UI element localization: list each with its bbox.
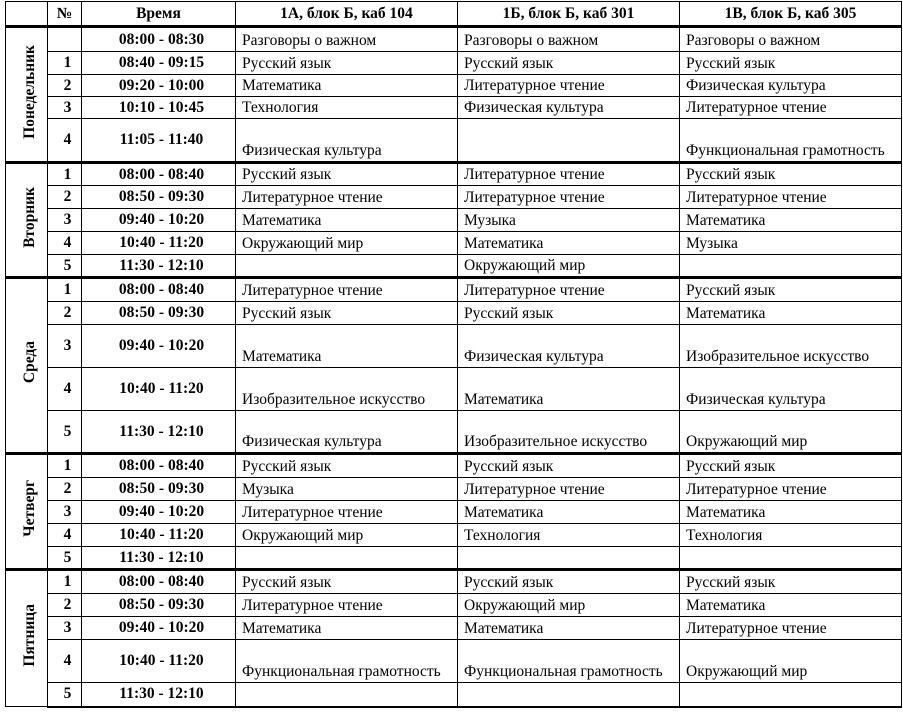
- table-row: [6, 570, 902, 594]
- subject-1b: Функциональная грамотность: [458, 640, 680, 683]
- subject-1b: Русский язык: [458, 52, 680, 75]
- subject-1a: Музыка: [236, 478, 458, 501]
- subject-1b: Русский язык: [458, 570, 680, 594]
- subject-1b: Физическая культура: [458, 325, 680, 368]
- header-class-1a: 1А, блок Б, каб 104: [236, 2, 458, 27]
- subject-1a: Русский язык: [236, 302, 458, 325]
- lesson-time: 10:40 - 11:20: [82, 524, 236, 547]
- subject-1b: Литературное чтение: [458, 478, 680, 501]
- table-row: [6, 302, 902, 325]
- table-row: [6, 186, 902, 209]
- table-row: [6, 27, 902, 52]
- day-label: Вторник: [6, 163, 48, 278]
- subject-1b: Разговоры о важном: [458, 27, 680, 52]
- subject-1a: Русский язык: [236, 454, 458, 478]
- subject-1v: Окружающий мир: [680, 411, 902, 454]
- day-label: Пятница: [6, 570, 48, 707]
- lesson-number: 1: [48, 454, 82, 478]
- lesson-time: 08:00 - 08:40: [82, 163, 236, 186]
- table-row: [6, 209, 902, 232]
- subject-1v: Литературное чтение: [680, 478, 902, 501]
- subject-1b: Русский язык: [458, 454, 680, 478]
- subject-1b: Физическая культура: [458, 97, 680, 119]
- subject-1v: [680, 683, 902, 707]
- table-row: [6, 478, 902, 501]
- subject-1b: Математика: [458, 232, 680, 255]
- lesson-number: 3: [48, 501, 82, 524]
- lesson-number: 2: [48, 478, 82, 501]
- table-row: [6, 594, 902, 617]
- subject-1v: Русский язык: [680, 278, 902, 302]
- subject-1a: Математика: [236, 75, 458, 97]
- subject-1a: Функциональная грамотность: [236, 640, 458, 683]
- header-day-corner: [6, 2, 48, 27]
- table-row: [6, 75, 902, 97]
- lesson-time: 11:05 - 11:40: [82, 119, 236, 163]
- subject-1v: Функциональная грамотность: [680, 119, 902, 163]
- subject-1b: [458, 547, 680, 570]
- subject-1b: Технология: [458, 524, 680, 547]
- lesson-time: 09:40 - 10:20: [82, 501, 236, 524]
- lesson-number: 3: [48, 209, 82, 232]
- table-row: [6, 278, 902, 302]
- table-row: [6, 255, 902, 278]
- lesson-number: 2: [48, 302, 82, 325]
- day-label: Понедельник: [6, 27, 48, 163]
- subject-1v: Литературное чтение: [680, 186, 902, 209]
- lesson-time: 11:30 - 12:10: [82, 411, 236, 454]
- subject-1b: Русский язык: [458, 302, 680, 325]
- table-row: [6, 163, 902, 186]
- subject-1v: Разговоры о важном: [680, 27, 902, 52]
- subject-1b: [458, 119, 680, 163]
- lesson-number: 1: [48, 52, 82, 75]
- subject-1b: Окружающий мир: [458, 255, 680, 278]
- lesson-number: 3: [48, 97, 82, 119]
- table-row: [6, 454, 902, 478]
- subject-1b: Литературное чтение: [458, 75, 680, 97]
- lesson-time: 11:30 - 12:10: [82, 547, 236, 570]
- table-row: [6, 411, 902, 454]
- subject-1a: Русский язык: [236, 163, 458, 186]
- lesson-number: 2: [48, 75, 82, 97]
- subject-1v: Литературное чтение: [680, 617, 902, 640]
- subject-1v: Изобразительное искусство: [680, 325, 902, 368]
- subject-1b: Литературное чтение: [458, 163, 680, 186]
- lesson-time: 08:00 - 08:40: [82, 278, 236, 302]
- lesson-number: 4: [48, 640, 82, 683]
- table-row: [6, 547, 902, 570]
- subject-1v: Русский язык: [680, 570, 902, 594]
- subject-1v: Математика: [680, 501, 902, 524]
- header-row: [6, 2, 902, 27]
- subject-1b: Музыка: [458, 209, 680, 232]
- subject-1v: Технология: [680, 524, 902, 547]
- subject-1a: Математика: [236, 209, 458, 232]
- table-row: [6, 617, 902, 640]
- table-row: [6, 368, 902, 411]
- table-row: [6, 325, 902, 368]
- subject-1v: [680, 547, 902, 570]
- subject-1v: Русский язык: [680, 52, 902, 75]
- subject-1a: Физическая культура: [236, 411, 458, 454]
- lesson-number: [48, 27, 82, 52]
- table-row: [6, 97, 902, 119]
- lesson-time: 10:40 - 11:20: [82, 368, 236, 411]
- lesson-number: 4: [48, 524, 82, 547]
- subject-1v: Окружающий мир: [680, 640, 902, 683]
- lesson-time: 08:50 - 09:30: [82, 478, 236, 501]
- subject-1a: [236, 255, 458, 278]
- subject-1a: [236, 547, 458, 570]
- lesson-number: 4: [48, 368, 82, 411]
- subject-1a: Математика: [236, 617, 458, 640]
- lesson-number: 1: [48, 163, 82, 186]
- lesson-time: 08:50 - 09:30: [82, 186, 236, 209]
- lesson-time: 08:00 - 08:40: [82, 454, 236, 478]
- schedule-table: [5, 1, 902, 708]
- lesson-time: 08:50 - 09:30: [82, 302, 236, 325]
- subject-1v: Математика: [680, 209, 902, 232]
- lesson-number: 5: [48, 547, 82, 570]
- table-row: [6, 119, 902, 163]
- table-row: [6, 524, 902, 547]
- subject-1a: Литературное чтение: [236, 501, 458, 524]
- subject-1a: Литературное чтение: [236, 594, 458, 617]
- lesson-time: 08:00 - 08:30: [82, 27, 236, 52]
- subject-1v: Математика: [680, 302, 902, 325]
- subject-1v: Музыка: [680, 232, 902, 255]
- subject-1a: [236, 683, 458, 707]
- lesson-time: 10:10 - 10:45: [82, 97, 236, 119]
- subject-1a: Изобразительное искусство: [236, 368, 458, 411]
- subject-1b: Окружающий мир: [458, 594, 680, 617]
- day-label: Среда: [6, 278, 48, 454]
- table-row: [6, 232, 902, 255]
- lesson-number: 1: [48, 278, 82, 302]
- subject-1a: Русский язык: [236, 52, 458, 75]
- subject-1v: Русский язык: [680, 163, 902, 186]
- lesson-time: 08:50 - 09:30: [82, 594, 236, 617]
- subject-1b: Математика: [458, 368, 680, 411]
- table-row: [6, 52, 902, 75]
- subject-1v: Математика: [680, 594, 902, 617]
- subject-1b: Математика: [458, 501, 680, 524]
- lesson-number: 4: [48, 119, 82, 163]
- subject-1v: Физическая культура: [680, 75, 902, 97]
- header-class-1v: 1В, блок Б, каб 305: [680, 2, 902, 27]
- subject-1b: Математика: [458, 617, 680, 640]
- day-label: Четверг: [6, 454, 48, 570]
- lesson-number: 3: [48, 617, 82, 640]
- lesson-time: 10:40 - 11:20: [82, 640, 236, 683]
- lesson-time: 09:40 - 10:20: [82, 209, 236, 232]
- subject-1a: Разговоры о важном: [236, 27, 458, 52]
- subject-1b: Изобразительное искусство: [458, 411, 680, 454]
- subject-1a: Русский язык: [236, 570, 458, 594]
- subject-1a: Окружающий мир: [236, 232, 458, 255]
- subject-1a: Технология: [236, 97, 458, 119]
- table-row: [6, 683, 902, 707]
- lesson-number: 1: [48, 570, 82, 594]
- subject-1a: Физическая культура: [236, 119, 458, 163]
- subject-1a: Литературное чтение: [236, 278, 458, 302]
- lesson-time: 09:40 - 10:20: [82, 617, 236, 640]
- lesson-time: 08:00 - 08:40: [82, 570, 236, 594]
- lesson-time: 11:30 - 12:10: [82, 683, 236, 707]
- subject-1b: Литературное чтение: [458, 278, 680, 302]
- subject-1v: [680, 255, 902, 278]
- lesson-number: 2: [48, 186, 82, 209]
- header-class-1b: 1Б, блок Б, каб 301: [458, 2, 680, 27]
- subject-1a: Окружающий мир: [236, 524, 458, 547]
- subject-1b: [458, 683, 680, 707]
- lesson-time: 11:30 - 12:10: [82, 255, 236, 278]
- lesson-number: 3: [48, 325, 82, 368]
- lesson-time: 09:40 - 10:20: [82, 325, 236, 368]
- lesson-number: 2: [48, 594, 82, 617]
- table-row: [6, 501, 902, 524]
- subject-1a: Математика: [236, 325, 458, 368]
- lesson-number: 5: [48, 255, 82, 278]
- lesson-time: 08:40 - 09:15: [82, 52, 236, 75]
- subject-1b: Литературное чтение: [458, 186, 680, 209]
- header-number: №: [48, 2, 82, 27]
- subject-1a: Литературное чтение: [236, 186, 458, 209]
- header-time: Время: [82, 2, 236, 27]
- subject-1v: Физическая культура: [680, 368, 902, 411]
- subject-1v: Русский язык: [680, 454, 902, 478]
- lesson-time: 09:20 - 10:00: [82, 75, 236, 97]
- subject-1v: Литературное чтение: [680, 97, 902, 119]
- lesson-number: 4: [48, 232, 82, 255]
- lesson-number: 5: [48, 411, 82, 454]
- table-row: [6, 640, 902, 683]
- lesson-number: 5: [48, 683, 82, 707]
- lesson-time: 10:40 - 11:20: [82, 232, 236, 255]
